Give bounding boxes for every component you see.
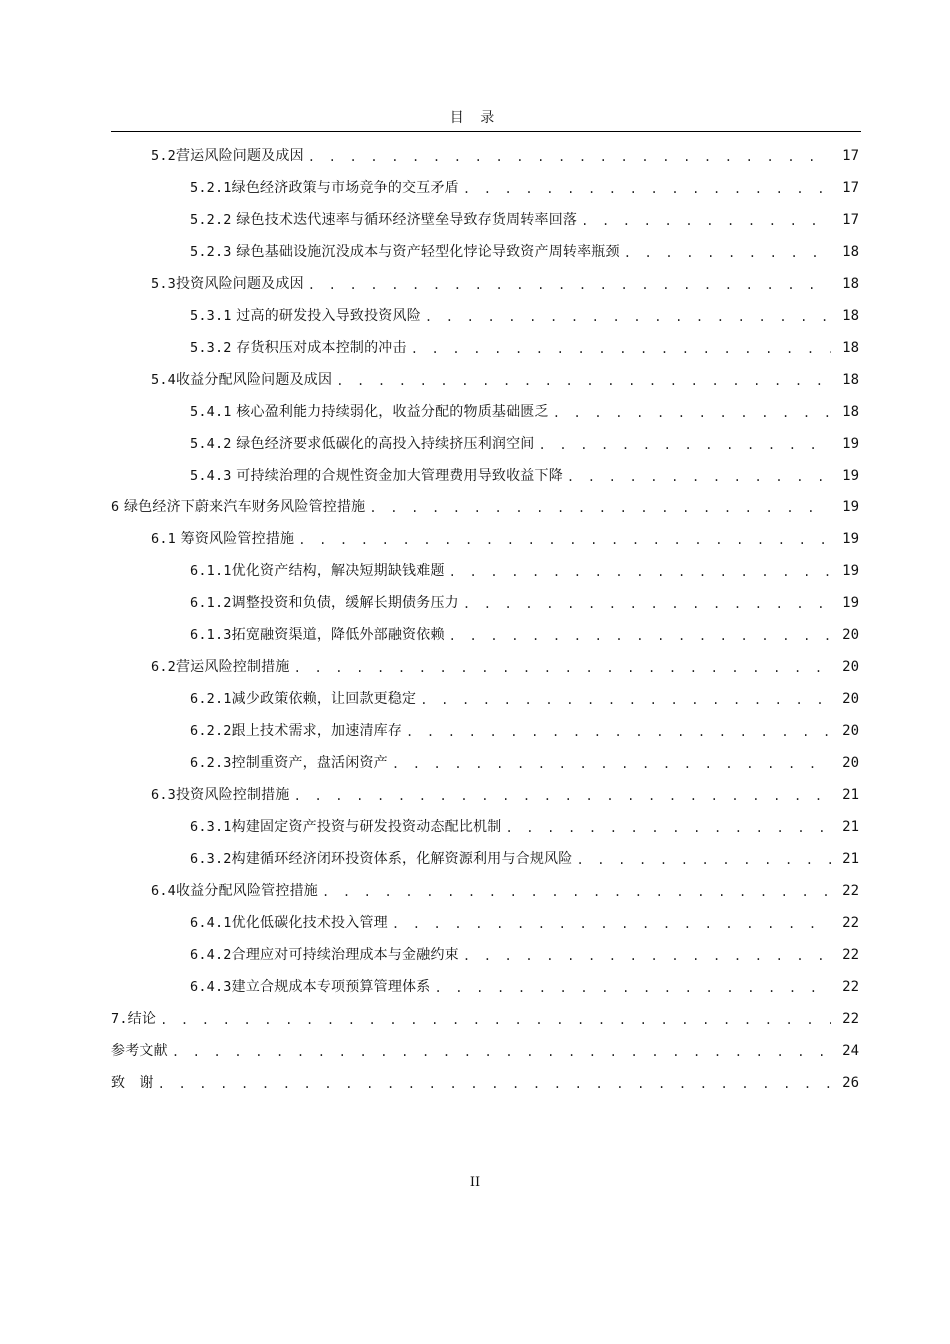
toc-entry[interactable] (0, 847, 950, 871)
toc-entry-title (190, 464, 563, 488)
toc-entry[interactable] (0, 719, 950, 743)
toc-entry-number: 6.2.2 (190, 723, 232, 740)
toc-leader-dots (463, 590, 831, 616)
toc-entry-number: 6.2.1 (190, 691, 232, 708)
toc-leader-dots (392, 750, 831, 776)
toc-entry-title (151, 783, 290, 807)
toc-page-number: 18 (842, 403, 859, 420)
toc-entry-number: 6.3.1 (190, 818, 232, 835)
toc-entry-label: 减少政策依赖，让回款更稳定 (231, 691, 417, 708)
toc-entry-number: 5.2.3 (190, 243, 232, 260)
toc-leader-dots (449, 622, 831, 648)
toc-entry-label: 绿色经济政策与市场竞争的交互矛盾 (231, 179, 459, 196)
toc-entry-label: 筹资风险管控措施 (175, 531, 295, 548)
toc-entry-title (190, 975, 430, 999)
toc-entry-title (190, 432, 535, 456)
toc-entry-title (111, 1039, 168, 1063)
toc-page-number: 21 (842, 818, 859, 835)
toc-leader-dots (322, 878, 831, 904)
toc-leader-dots (172, 1038, 831, 1064)
toc-entry-number: 5.4 (151, 371, 176, 388)
toc-entry[interactable] (0, 336, 950, 360)
toc-page-number: 18 (842, 371, 859, 388)
toc-entry-title (190, 400, 549, 424)
toc-page-number: 20 (842, 627, 859, 644)
toc-page-number: 19 (842, 499, 859, 516)
toc-entry-label: 构建循环经济闭环投资体系，化解资源利用与合规风险 (231, 850, 573, 867)
toc-entry-number: 5.3.2 (190, 339, 232, 356)
toc-leader-dots (158, 1070, 831, 1096)
toc-entry-number: 6.1.3 (190, 627, 232, 644)
toc-entry-label: 收益分配风险管控措施 (175, 882, 318, 899)
toc-entry[interactable] (0, 943, 950, 967)
toc-entry-label: 绿色经济要求低碳化的高投入持续挤压利润空间 (231, 435, 535, 452)
toc-entry-title (190, 719, 402, 743)
toc-page-number: 20 (842, 691, 859, 708)
toc-entry-title (190, 847, 572, 871)
toc-leader-dots (624, 239, 831, 265)
toc-entry-number: 5.3 (151, 275, 176, 292)
toc-page-number: 18 (842, 243, 859, 260)
toc-entry-number: 5.4.1 (190, 403, 232, 420)
page-header-title: 目 录 (449, 110, 501, 126)
toc-page-number: 20 (842, 659, 859, 676)
toc-entry-label: 跟上技术需求，加速清库存 (231, 723, 403, 740)
toc-entry-number: 6.4 (151, 882, 176, 899)
toc-entry[interactable] (0, 975, 950, 999)
toc-entry[interactable] (0, 559, 950, 583)
toc-entry-label: 调整投资和负债，缓解长期债务压力 (231, 595, 459, 612)
toc-entry[interactable] (0, 687, 950, 711)
toc-leader-dots (434, 974, 831, 1000)
toc-leader-dots (369, 494, 831, 520)
toc-entry[interactable] (0, 240, 950, 264)
toc-entry-title (190, 559, 445, 583)
toc-page-number: 19 (842, 563, 859, 580)
toc-entry-title (151, 527, 294, 551)
toc-entry-number: 5.2.2 (190, 211, 232, 228)
toc-entry-label: 控制重资产，盘活闲资产 (231, 755, 388, 772)
toc-entry-number: 6.1.2 (190, 595, 232, 612)
toc-entry[interactable] (0, 208, 950, 232)
toc-entry-title (111, 1071, 154, 1095)
toc-entry-number: 6.1.1 (190, 563, 232, 580)
toc-entry[interactable] (0, 879, 950, 903)
toc-leader-dots (308, 271, 831, 297)
toc-entry[interactable] (0, 1039, 950, 1063)
toc-entry-label: 存货积压对成本控制的冲击 (231, 339, 407, 356)
toc-page-number: 19 (842, 435, 859, 452)
toc-entry-number: 6.1 (151, 531, 176, 548)
toc-entry-number: 6 (111, 499, 120, 516)
toc-leader-dots (576, 846, 831, 872)
toc-entry-title (111, 1007, 156, 1031)
toc-leader-dots (463, 175, 831, 201)
toc-entry-label: 投资风险控制措施 (175, 787, 290, 803)
toc-leader-dots (392, 910, 831, 936)
toc-entry[interactable] (0, 1071, 950, 1095)
toc-entry-number: 6.2.3 (190, 755, 232, 772)
toc-entry-number: 6.2 (151, 659, 176, 676)
toc-entry-title (190, 751, 388, 775)
toc-entry-title (111, 495, 365, 519)
toc-page-number: 22 (842, 946, 859, 963)
toc-leader-dots (406, 718, 831, 744)
toc-page-number: 22 (842, 1010, 859, 1027)
toc-entry-number: 6.3 (151, 787, 176, 803)
toc-entry-label: 拓宽融资渠道，降低外部融资依赖 (231, 627, 445, 644)
toc-entry-label: 营运风险控制措施 (175, 659, 290, 676)
toc-leader-dots (336, 367, 831, 393)
toc-entry-number: 5.4.3 (190, 467, 232, 484)
toc-entry-label: 过高的研发投入导致投资风险 (231, 307, 421, 324)
toc-entry-label: 核心盈利能力持续弱化，收益分配的物质基础匮乏 (231, 403, 549, 420)
toc-page-number: 19 (842, 531, 859, 548)
toc-entry-number: 5.4.2 (190, 435, 232, 452)
toc-entry-label: 合理应对可持续治理成本与金融约束 (231, 946, 459, 963)
toc-entry-number: 7. (111, 1010, 128, 1027)
toc-entry-number: 6.4.1 (190, 914, 232, 931)
toc-entry[interactable] (0, 144, 950, 168)
toc-entry-title (190, 623, 445, 647)
toc-entry-label: 绿色经济下蔚来汽车财务风险管控措施 (119, 499, 366, 516)
toc-entry-label: 营运风险问题及成因 (175, 148, 304, 164)
toc-leader-dots (160, 1006, 831, 1032)
toc-leader-dots (539, 431, 832, 457)
toc-entry-title (190, 336, 407, 360)
toc-entry-label: 结论 (127, 1010, 157, 1027)
toc-leader-dots (308, 143, 831, 169)
toc-leader-dots (420, 686, 831, 712)
toc-leader-dots (294, 654, 831, 680)
toc-entry[interactable] (0, 1007, 950, 1031)
toc-entry-label: 构建固定资产投资与研发投资动态配比机制 (231, 818, 502, 835)
toc-entry[interactable] (0, 304, 950, 328)
toc-leader-dots (553, 399, 831, 425)
toc-entry-title (151, 144, 304, 168)
toc-entry-title (151, 272, 304, 296)
toc-entry-number: 5.2 (151, 148, 176, 164)
toc-page-number: 19 (842, 467, 859, 484)
toc-entry[interactable] (0, 751, 950, 775)
toc-entry[interactable] (0, 495, 950, 519)
toc-leader-dots (505, 814, 831, 840)
toc-entry-title (190, 943, 459, 967)
toc-entry[interactable] (0, 911, 950, 935)
toc-page-number: 20 (842, 755, 859, 772)
toc-page-number: 24 (842, 1042, 859, 1059)
toc-entry[interactable] (0, 783, 950, 807)
toc-entry[interactable] (0, 400, 950, 424)
toc-entry-label: 可持续治理的合规性资金加大管理费用导致收益下降 (231, 467, 563, 484)
toc-page-number: 21 (842, 787, 859, 803)
toc-entry-title (190, 911, 388, 935)
toc-entry-label: 投资风险问题及成因 (175, 275, 304, 292)
toc-entry-label: 优化低碳化技术投入管理 (231, 914, 388, 931)
toc-page-number: 26 (842, 1074, 859, 1091)
toc-page-number: 17 (842, 148, 859, 164)
toc-entry[interactable] (0, 272, 950, 296)
toc-entry-title (190, 304, 421, 328)
toc-entry-title (190, 240, 620, 264)
toc-entry-title (151, 879, 318, 903)
toc-entry-number: 6.4.2 (190, 946, 232, 963)
toc-leader-dots (298, 526, 831, 552)
toc-entry-title (190, 208, 577, 232)
toc-entry-title (151, 368, 332, 392)
toc-leader-dots (425, 303, 831, 329)
toc-page-number: 18 (842, 307, 859, 324)
toc-entry-title (151, 655, 290, 679)
toc-page-number: 19 (842, 595, 859, 612)
toc-leader-dots (567, 463, 831, 489)
toc-entry[interactable] (0, 623, 950, 647)
toc-entry-number: 6.3.2 (190, 850, 232, 867)
toc-entry-title (190, 815, 501, 839)
toc-page-number: 22 (842, 978, 859, 995)
toc-leader-dots (581, 207, 831, 233)
toc-entry[interactable] (0, 527, 950, 551)
toc-entry-label: 收益分配风险问题及成因 (175, 371, 333, 388)
toc-leader-dots (463, 942, 831, 968)
toc-page-number: 22 (842, 914, 859, 931)
toc-entry-title (190, 176, 459, 200)
toc-page-number: 18 (842, 339, 859, 356)
toc-leader-dots (294, 782, 831, 808)
toc-entry[interactable] (0, 464, 950, 488)
toc-entry-label: 优化资产结构，解决短期缺钱难题 (231, 563, 445, 580)
toc-entry-label: 参考文献 (111, 1042, 168, 1059)
toc-entry-title (190, 687, 416, 711)
toc-entry-label: 绿色技术迭代速率与循环经济壁垒导致存货周转率回落 (231, 211, 578, 228)
toc-entry[interactable] (0, 176, 950, 200)
page-number: II (469, 1175, 481, 1190)
toc-entry-title (190, 591, 459, 615)
toc-entry-number: 5.3.1 (190, 307, 232, 324)
toc-entry-number: 5.2.1 (190, 179, 232, 196)
toc-entry[interactable] (0, 591, 950, 615)
toc-entry[interactable] (0, 368, 950, 392)
toc-entry[interactable] (0, 655, 950, 679)
toc-entry-label: 绿色基础设施沉没成本与资产轻型化悖论导致资产周转率瓶颈 (231, 243, 620, 260)
toc-leader-dots (449, 558, 831, 584)
toc-page-number: 17 (842, 211, 859, 228)
toc-leader-dots (411, 335, 831, 361)
toc-entry-number: 6.4.3 (190, 978, 232, 995)
toc-page-number: 22 (842, 882, 859, 899)
header-divider (111, 131, 861, 132)
toc-page-number: 18 (842, 275, 859, 292)
toc-entry[interactable] (0, 815, 950, 839)
toc-entry-label: 建立合规成本专项预算管理体系 (231, 978, 431, 995)
toc-page-number: 20 (842, 723, 859, 740)
toc-page-number: 17 (842, 179, 859, 196)
toc-entry-label: 致 谢 (111, 1074, 154, 1091)
toc-entry[interactable] (0, 432, 950, 456)
toc-page-number: 21 (842, 850, 859, 867)
